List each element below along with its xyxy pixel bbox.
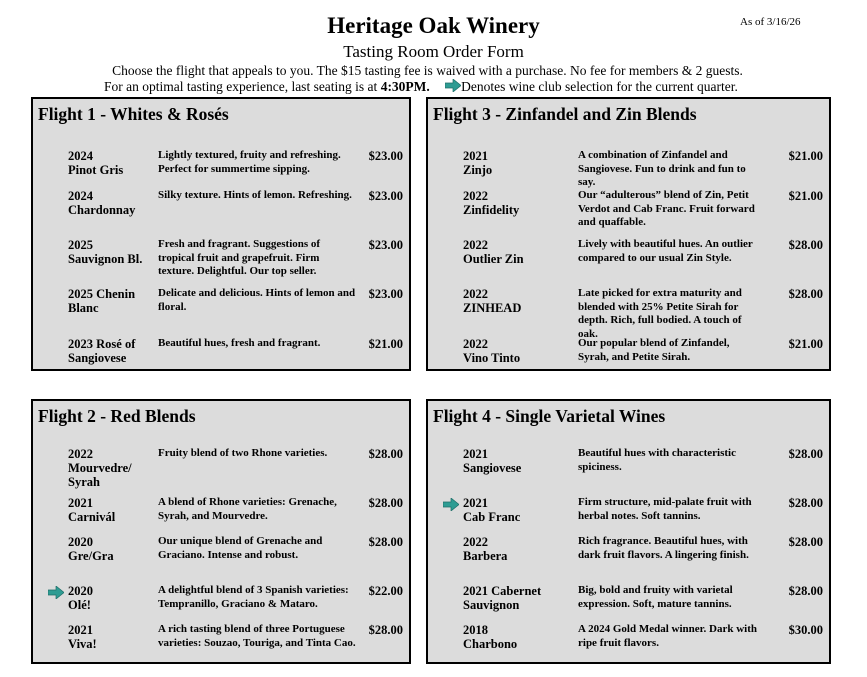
wine-price: $30.00: [788, 623, 823, 637]
wine-description: Beautiful hues with characteristic spiciness.: [578, 447, 736, 473]
wine-price: $23.00: [368, 189, 403, 203]
flight-title: Flight 4 - Single Varietal Wines: [433, 406, 666, 426]
wine-price: $23.00: [368, 238, 403, 252]
wine-description: Lightly textured, fruity and refreshing. Perfect for summertime sipping.: [158, 149, 341, 175]
wine-name: 2025 Chenin Blanc: [68, 287, 136, 315]
wine-description: Delicate and delicious. Hints of lemon and floral.: [158, 287, 356, 313]
wine-name: 2024 Pinot Gris: [68, 149, 124, 177]
flight-title: Flight 3 - Zinfandel and Zin Blends: [433, 104, 697, 124]
wine-name: 2022 Mourvedre/ Syrah: [68, 447, 132, 489]
seating-time: 4:30PM.: [380, 79, 430, 94]
wine-name: 2021 Viva!: [68, 623, 97, 651]
wine-name: 2022 Barbera: [463, 535, 508, 563]
wine-club-arrow-icon: [443, 498, 459, 511]
flight-2-panel: [31, 399, 411, 664]
wine-description: Silky texture. Hints of lemon. Refreshing.: [158, 189, 352, 201]
wine-club-arrow-icon: [48, 586, 64, 599]
as-of-date: As of 3/16/26: [740, 16, 801, 28]
wine-price: $28.00: [788, 287, 823, 301]
wine-name: 2023 Rosé of Sangiovese: [68, 337, 136, 365]
wine-price: $28.00: [788, 238, 823, 252]
wine-description: A combination of Zinfandel and Sangiovese. Fun to drink and fun to say.: [578, 149, 746, 188]
wine-name: 2021 Cab Franc: [463, 496, 521, 524]
wine-description: Big, bold and fruity with varietal expression. Soft, mature tannins.: [578, 584, 733, 610]
wine-price: $21.00: [788, 337, 823, 351]
wine-price: $28.00: [368, 535, 403, 549]
wine-description: Firm structure, mid-palate fruit with herbal notes. Soft tannins.: [578, 496, 752, 522]
wine-name: 2022 ZINHEAD: [463, 287, 522, 315]
wine-description: A blend of Rhone varieties: Grenache, Syrah, and Mourvedre.: [158, 496, 337, 522]
wine-price: $28.00: [368, 623, 403, 637]
wine-description: Fresh and fragrant. Suggestions of tropical fruit and grapefruit. Firm texture. Delightful. Our top seller.: [158, 238, 321, 277]
wine-name: 2022 Vino Tinto: [463, 337, 521, 365]
flight-4-panel: [426, 399, 831, 664]
wine-price: $23.00: [368, 149, 403, 163]
flight-title: Flight 1 - Whites & Rosés: [38, 104, 229, 124]
wine-price: $23.00: [368, 287, 403, 301]
wine-price: $28.00: [788, 496, 823, 510]
wine-price: $21.00: [788, 189, 823, 203]
wine-name: 2024 Chardonnay: [68, 189, 136, 217]
form-subtitle: Tasting Room Order Form: [343, 42, 524, 61]
wine-name: 2021 Carnivál: [68, 496, 116, 524]
wine-name: 2020 Gre/Gra: [68, 535, 114, 563]
wine-club-arrow-icon: [445, 79, 461, 92]
wine-description: Our popular blend of Zinfandel, Syrah, and Petite Sirah.: [578, 337, 730, 363]
wine-name: 2022 Outlier Zin: [463, 238, 524, 266]
wine-description: Our unique blend of Grenache and Graciano. Intense and robust.: [158, 535, 323, 561]
wine-description: Late picked for extra maturity and blended with 25% Petite Sirah for depth. Rich, full bodied. A touch of oak.: [578, 287, 742, 340]
wine-description: Rich fragrance. Beautiful hues, with dark fruit flavors. A lingering finish.: [578, 535, 749, 561]
intro-line: Choose the flight that appeals to you. The $15 tasting fee is waived with a purchase. No fee for members & 2 guests.: [112, 63, 743, 78]
flight-title: Flight 2 - Red Blends: [38, 406, 196, 426]
wine-name: 2025 Sauvignon Bl.: [68, 238, 143, 266]
flight-1-panel: [31, 97, 411, 371]
wine-name: 2020 Olé!: [68, 584, 93, 612]
wine-name: 2021 Zinjo: [463, 149, 493, 177]
wine-name: 2021 Sangiovese: [463, 447, 522, 475]
legend-text: Denotes wine club selection for the current quarter.: [461, 79, 738, 94]
intro-line-2: [104, 79, 738, 95]
wine-description: A rich tasting blend of three Portuguese varieties: Souzao, Touriga, and Tinta Cao.: [158, 623, 356, 649]
page-title: Heritage Oak Winery: [327, 13, 540, 38]
wine-description: A 2024 Gold Medal winner. Dark with ripe fruit flavors.: [578, 623, 757, 649]
wine-price: $28.00: [368, 496, 403, 510]
wine-price: $22.00: [368, 584, 403, 598]
wine-description: Beautiful hues, fresh and fragrant.: [158, 337, 321, 349]
wine-description: A delightful blend of 3 Spanish varieties: Tempranillo, Graciano & Mataro.: [158, 584, 349, 610]
wine-price: $28.00: [788, 584, 823, 598]
wine-description: Lively with beautiful hues. An outlier compared to our usual Zin Style.: [578, 238, 753, 264]
wine-price: $28.00: [368, 447, 403, 461]
wine-price: $28.00: [788, 447, 823, 461]
wine-description: Our “adulterous” blend of Zin, Petit Verdot and Cab Franc. Fruit forward and quaffable.: [578, 189, 755, 228]
wine-price: $21.00: [368, 337, 403, 351]
wine-name: 2021 Cabernet Sauvignon: [463, 584, 542, 612]
flight-3-panel: [426, 97, 831, 371]
seating-text: For an optimal tasting experience, last seating is at: [104, 79, 381, 94]
wine-description: Fruity blend of two Rhone varieties.: [158, 447, 328, 459]
wine-name: 2018 Charbono: [463, 623, 518, 651]
wine-name: 2022 Zinfidelity: [463, 189, 520, 217]
wine-price: $28.00: [788, 535, 823, 549]
wine-price: $21.00: [788, 149, 823, 163]
